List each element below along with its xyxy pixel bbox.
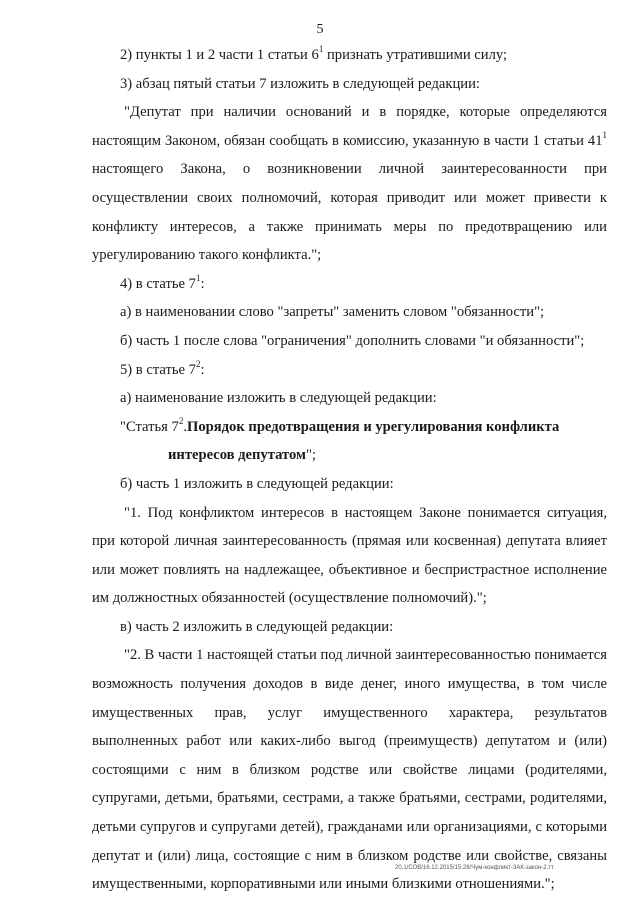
document-body bbox=[92, 41, 607, 899]
article-title-continued: интересов депутатом"; bbox=[168, 447, 316, 464]
paragraph-subitem-a-name: а) наименование изложить в следующей редакции: bbox=[120, 390, 437, 407]
paragraph-subitem-v-part2: в) часть 2 изложить в следующей редакции: bbox=[120, 618, 394, 635]
article-title: "Статья $7^2$. Порядок предотвращения и урегулирования конфликта bbox=[120, 413, 607, 442]
paragraph-item-3: 3) абзац пятый статьи 7 изложить в следующей редакции: bbox=[120, 75, 480, 92]
paragraph-subitem-b: б) часть 1 после слова "ограничения" дополнить словами "и обязанности"; bbox=[120, 332, 585, 349]
paragraph-quote-conflict: "1. Под конфликтом интересов в настоящем Законе понимается ситуация, при которой личная заинтересованность (прямая или косвенная) депутата влияет или может повлиять на надлежащее, объективное и беспристрастное исполнение им должностных обязанностей (осуществление полномочий)."; bbox=[92, 504, 607, 607]
paragraph-subitem-a: а) в наименовании слово "запреты" заменить словом "обязанности"; bbox=[120, 304, 545, 321]
paragraph-item-5: 5) в статье $7^2$: bbox=[120, 358, 205, 378]
paragraph-quote-deputy: "Депутат при наличии оснований и в порядке, которые определяются настоящим Законом, обязан сообщать в комиссию, указанную в части 1 статьи $41^1$ настоящего Закона, о возникновении личной заинтересованности при осуществлении своих полномочий, которая приводит или может привести к конфликту интересов, а также принимать меры по предотвращению или урегулированию такого конфликта."; bbox=[92, 104, 607, 264]
paragraph-item-2: 2) пункты 1 и 2 части 1 статьи $6^1$ признать утратившими силу; bbox=[120, 44, 508, 63]
footer-file-path: 20.1/СОВ/16.12.2015/15:28/Чум-конфликт-ЗАК-закон-2.тт bbox=[395, 865, 554, 871]
paragraph-item-4: 4) в статье $7^1$: bbox=[120, 272, 205, 292]
article-title-bold: Порядок предотвращения и урегулирования конфликта bbox=[187, 418, 560, 435]
paragraph-subitem-b-part1: б) часть 1 изложить в следующей редакции: bbox=[120, 475, 394, 492]
page-number: 5 bbox=[316, 22, 324, 37]
paragraph-quote-interest: "2. В части 1 настоящей статьи под личной заинтересованностью понимается возможность получения доходов в виде денег, иного имущества, в том числе имущественных прав, услуг имущественного характера, результатов выполненных работ или каких-либо выгод (преимуществ) депутатом и (или) состоящими с ним в близком родстве или свойстве лицами (родителями, супругами, детьми, братьями, сестрами, а также братьями, сестрами, родителями, детьми супругов и супругами детей), гражданами или организациями, с которыми депутат и (или) лица, состоящие с ним в близком родстве или свойстве, связаны имущественными, корпоративными или иными близкими отношениями."; bbox=[92, 647, 607, 893]
